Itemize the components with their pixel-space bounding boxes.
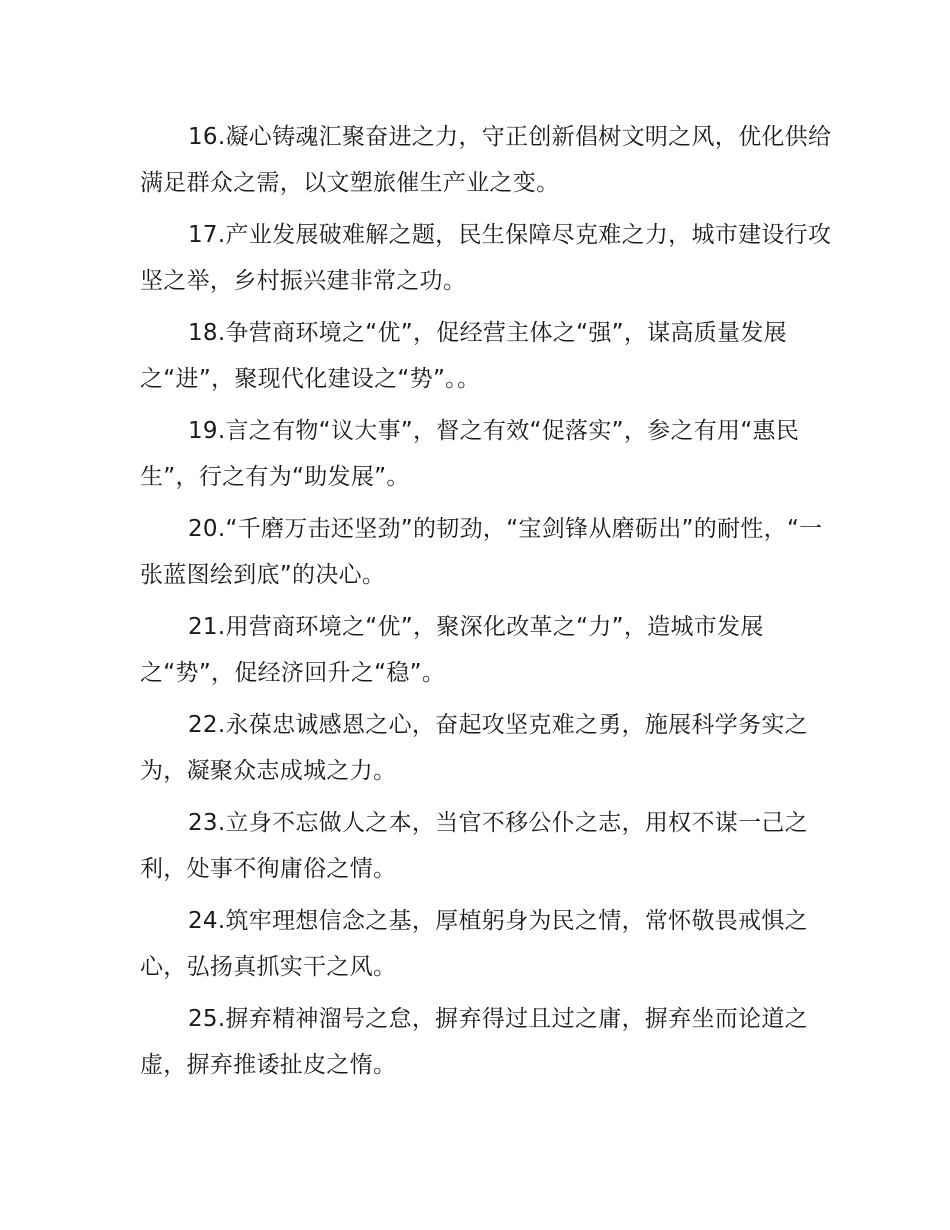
paragraph-22: 22.永葆忠诚感恩之心，奋起攻坚克难之勇，施展科学务实之为，凝聚众志成城之力。: [140, 712, 808, 784]
paragraph-18: 18.争营商环境之“优”，促经营主体之“强”，谋高质量发展之“进”，聚现代化建设之“势”。。: [140, 320, 787, 392]
paragraph-25: 25.摒弃精神溜号之怠，摒弃得过且过之庸，摒弃坐而论道之虚，摒弃推诿扯皮之惰。: [140, 1006, 808, 1078]
paragraph-24: 24.筑牢理想信念之基，厚植躬身为民之情，常怀敬畏戒惧之心，弘扬真抓实干之风。: [140, 908, 808, 980]
document-body: [140, 114, 840, 1094]
paragraph-17: 17.产业发展破难解之题，民生保障尽克难之力，城市建设行攻坚之举，乡村振兴建非常之功。: [140, 222, 832, 294]
paragraph-20: 20.“千磨万击还坚劲”的韧劲，“宝剑锋从磨砺出”的耐性，“一张蓝图绘到底”的决心。: [140, 516, 823, 588]
paragraph-19: 19.言之有物“议大事”，督之有效“促落实”，参之有用“惠民生”，行之有为“助发展”。: [140, 418, 800, 490]
paragraph-16: 16.凝心铸魂汇聚奋进之力，守正创新倡树文明之风，优化供给满足群众之需，以文塑旅催生产业之变。: [140, 124, 832, 196]
paragraph-21: 21.用营商环境之“优”，聚深化改革之“力”，造城市发展之“势”，促经济回升之“稳”。: [140, 614, 764, 686]
paragraph-23: 23.立身不忘做人之本，当官不移公仆之志，用权不谋一己之利，处事不徇庸俗之情。: [140, 810, 808, 882]
